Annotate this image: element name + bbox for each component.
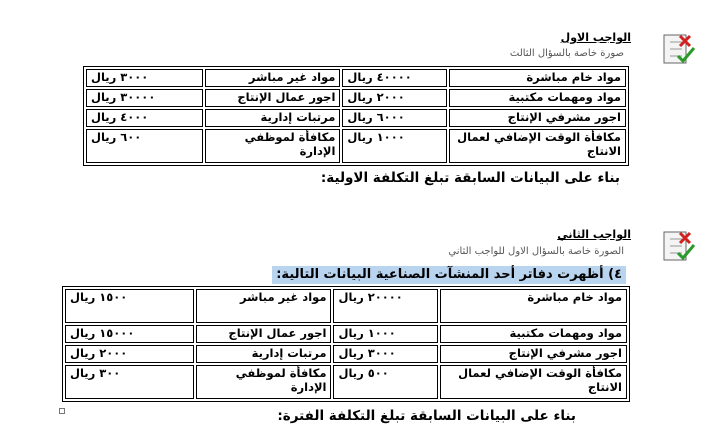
homework2-subtitle: الصورة خاصة بالسؤال الاول للواجب الثاني (448, 246, 624, 257)
table-row (65, 365, 627, 399)
table-resize-handle[interactable] (59, 408, 65, 414)
cost-item-label: اجور عمال الإنتاج (205, 89, 341, 107)
cost-item-amount: ٣٠٠٠ ريال (333, 345, 437, 363)
cost-item-amount: ٦٠٠ ريال (86, 129, 203, 163)
table-row (65, 345, 627, 363)
table-row (86, 89, 626, 107)
cost-item-label: مكافأة لموظفي الإدارة (196, 365, 331, 399)
cost-item-amount: ٣٠٠ ريال (65, 365, 194, 399)
cost-item-label: مواد خام مباشرة (440, 289, 627, 323)
homework1-table (83, 66, 629, 166)
cost-item-label: مواد خام مباشرة (449, 69, 626, 87)
cost-item-amount: ١٠٠٠ ريال (333, 325, 437, 343)
homework2-title: الواجب الثاني (557, 228, 631, 241)
table-row (65, 325, 627, 343)
table-row (65, 289, 627, 323)
table-row (86, 69, 626, 87)
cost-item-label: اجور عمال الإنتاج (196, 325, 331, 343)
assignment-checklist-icon (660, 227, 698, 265)
cost-item-amount: ٥٠٠ ريال (333, 365, 437, 399)
homework2-table (62, 286, 630, 402)
homework2-question: ٤) أظهرت دفاتر أحد المنشآت الصناعية البيانات التالية: (272, 266, 626, 284)
cost-item-label: مرتبات إدارية (196, 345, 331, 363)
cost-item-label: مواد ومهمات مكتبية (440, 325, 627, 343)
homework1-title: الواجب الاول (560, 31, 631, 44)
cost-item-amount: ١٠٠٠ ريال (342, 129, 446, 163)
cost-item-amount: ٤٠٠٠٠ ريال (342, 69, 446, 87)
cost-item-label: مكافأة لموظفي الإدارة (205, 129, 341, 163)
cost-item-label: مواد غير مباشر (196, 289, 331, 323)
cost-item-amount: ٣٠٠٠ ريال (86, 69, 203, 87)
cost-item-amount: ٢٠٠٠ ريال (65, 345, 194, 363)
cost-item-amount: ٢٠٠٠ ريال (342, 89, 446, 107)
cost-item-label: اجور مشرفي الإنتاج (440, 345, 627, 363)
cost-item-label: مرتبات إدارية (205, 109, 341, 127)
cost-item-label: اجور مشرفي الإنتاج (449, 109, 626, 127)
assignment-checklist-icon (660, 30, 698, 68)
homework2-conclusion: بناء على البيانات السابقة تبلغ التكلفة الفترة: (277, 408, 576, 424)
homework1-conclusion: بناء على البيانات السابقة تبلغ التكلفة الاولية: (320, 170, 620, 186)
cost-item-amount: ٢٠٠٠٠ ريال (333, 289, 437, 323)
cost-item-label: مكافأة الوقت الإضافي لعمال الانتاج (440, 365, 627, 399)
cost-item-amount: ١٥٠٠ ريال (65, 289, 194, 323)
table-row (86, 129, 626, 163)
homework1-subtitle: صورة خاصة بالسؤال الثالث (509, 48, 624, 59)
cost-item-amount: ١٥٠٠٠ ريال (65, 325, 194, 343)
cost-item-label: مكافأة الوقت الإضافي لعمال الانتاج (449, 129, 626, 163)
cost-item-label: مواد غير مباشر (205, 69, 341, 87)
cost-item-amount: ٦٠٠٠ ريال (342, 109, 446, 127)
cost-item-amount: ٣٠٠٠٠ ريال (86, 89, 203, 107)
cost-item-amount: ٤٠٠٠ ريال (86, 109, 203, 127)
table-row (86, 109, 626, 127)
cost-item-label: مواد ومهمات مكتبية (449, 89, 626, 107)
